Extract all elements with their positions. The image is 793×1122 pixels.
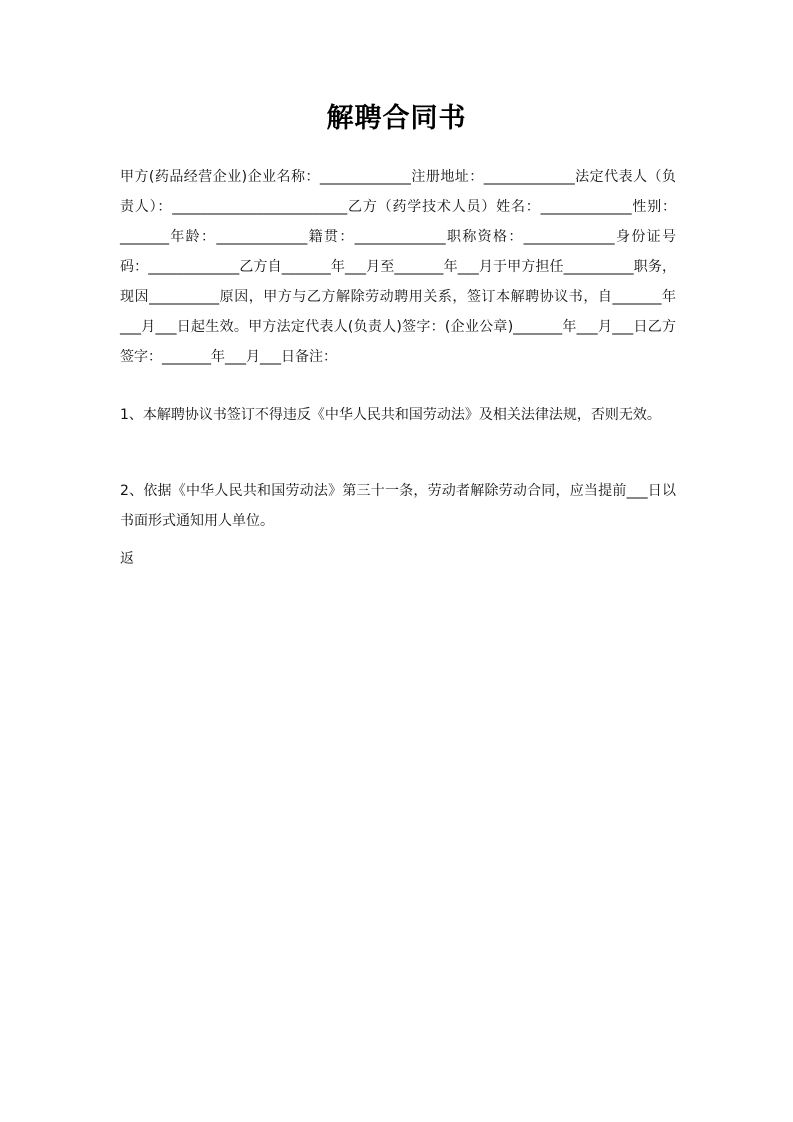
document-title: 解聘合同书 xyxy=(326,103,467,134)
trailing-text: 返 xyxy=(120,551,134,567)
note-item-1: 1、本解聘协议书签订不得违反《中华人民共和国劳动法》及相关法律法规，否则无效。 xyxy=(120,407,661,423)
note-item-2: 2、依据《中华人民共和国劳动法》第三十一条，劳动者解除劳动合同，应当提前___日以书面形式通知用人单位。 xyxy=(120,483,676,529)
contract-body-paragraph: 甲方(药品经营企业)企业名称：_____________注册地址：_____________法定代表人（负责人）：_________________________乙方（药学技术人员）姓名：_____________性别：_______年龄：_____________籍贯：_____________职称资格：_____________身份证号码：_____________乙方自_______年___月至_______年___月于甲方担任__________职务，现因__________原因，甲方与乙方解除劳动聘用关系，签订本解聘协议书，自_______年___月___日起生效。甲方法定代表人(负责人)签字：(企业公章)_______年___月___日乙方签字：_______年___月___日备注： xyxy=(120,169,676,365)
